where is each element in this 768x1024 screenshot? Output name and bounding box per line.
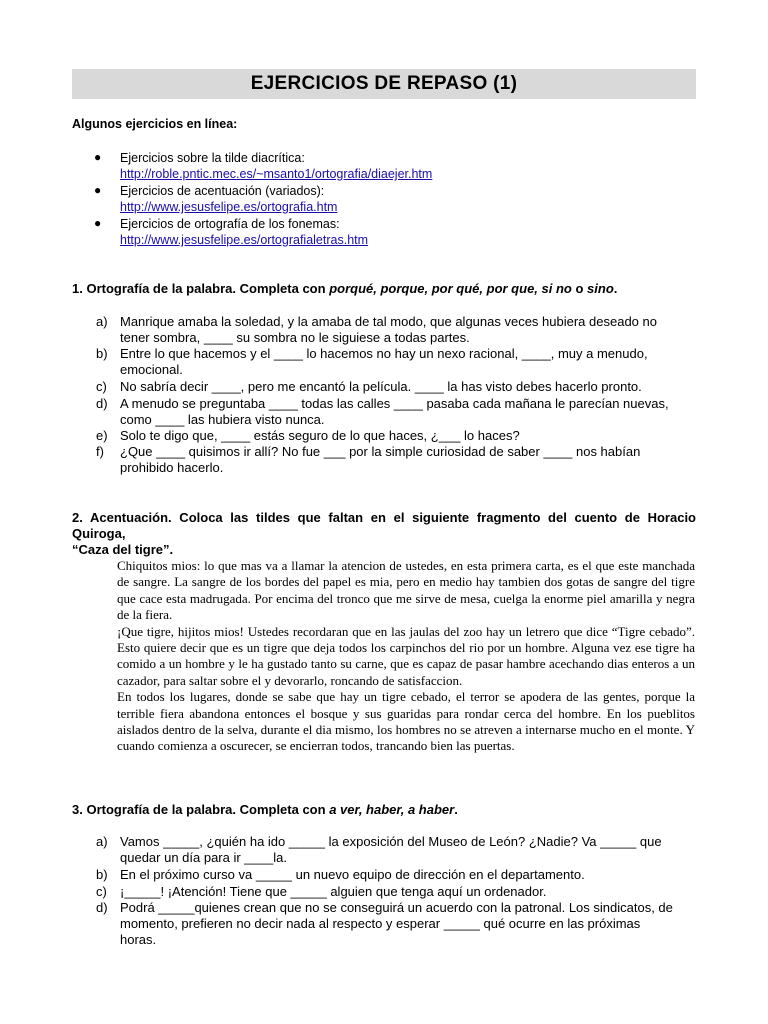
online-item-link[interactable]: http://www.jesusfelipe.es/ortografialetras.htm [120,233,369,247]
item-line: A menudo se preguntaba ____ todas las calles ____ pasaba cada mañana le parecían nuevas, [120,396,669,411]
item-line: prohibido hacerlo. [120,460,224,475]
item-text [120,444,696,476]
section2-heading [72,510,696,558]
item-line: quedar un día para ir ____la. [120,850,287,865]
item-label: a) [96,314,108,329]
online-item-label: Ejercicios de acentuación (variados): [120,184,325,198]
item-line: emocional. [120,362,183,377]
page-title: EJERCICIOS DE REPASO (1) [250,73,518,94]
item-label: b) [96,346,108,361]
section1-heading [72,281,696,297]
heading-text: “Caza del tigre”. [72,542,174,557]
item-label: d) [96,900,108,915]
item-line: Podrá _____quienes crean que no se conseguirá un acuerdo con la patronal. Los sindicatos, de [120,900,673,915]
story-paragraph: Chiquitos mios: lo que mas va a llamar la atencion de ustedes, en esta primera carta, es el que este manchada de sangre. La sangre de los bordes del papel es mia, pero en medio hay tambien dos gotas de sangre del tigre que cace esta madrugada. Por encima del tronco que me sirve de mesa, cuelga la enorme piel amarilla y negra de la fiera. [117,558,695,623]
heading-text: o [571,281,588,296]
item-text [120,834,696,866]
item-line: horas. [120,932,157,947]
online-item-label: Ejercicios sobre la tilde diacrítica: [120,151,305,165]
online-item-label: Ejercicios de ortografía de los fonemas: [120,217,340,231]
online-item-link[interactable]: http://roble.pntic.mec.es/~msanto1/ortografia/diaejer.htm [120,167,433,181]
bullet-icon: ● [94,183,102,197]
item-label: c) [96,379,107,394]
item-line: tener sombra, ____ su sombra no le siguiese a todas partes. [120,330,470,345]
heading-text: . [613,281,618,296]
item-label: a) [96,834,108,849]
online-item-link[interactable]: http://www.jesusfelipe.es/ortografia.htm [120,200,338,214]
item-label: e) [96,428,108,443]
item-label: d) [96,396,108,411]
item-label: b) [96,867,108,882]
item-line: Vamos _____, ¿quién ha ido _____ la exposición del Museo de León? ¿Nadie? Va _____ que [120,834,662,849]
heading-options: a ver, haber, a haber [329,802,455,817]
item-line: momento, prefieren no decir nada al respecto y esperar _____ qué ocurre en las próximas [120,916,641,931]
item-text [120,346,696,378]
section3-heading [72,802,696,818]
heading-options: porqué, porque, por qué, por que, si no [329,281,572,296]
item-text: Solo te digo que, ____ estás seguro de lo que haces, ¿___ lo haces? [120,428,520,443]
bullet-icon: ● [94,216,102,230]
item-text [120,396,696,428]
story-paragraph: ¡Que tigre, hijitos mios! Ustedes recordaran que en las jaulas del zoo hay un letrero que dice “Tigre cebado”. Esto quiere decir que es un tigre que deja todos los carpinchos del rio por un hombre. Alguna vez ese tigre ha comido a un hombre y le ha gustado tanto su carne, que es capaz de pasar hambre acechando dias enteros a un cazador, para saltar sobre el y devorarlo, roncando de satisfaccion. [117,623,695,688]
title-banner [72,69,696,99]
item-text [120,314,696,346]
story-paragraph: En todos los lugares, donde se sabe que hay un tigre cebado, el terror se apodera de las gentes, porque la terrible fiera abandona entonces el bosque y sus guaridas para rondar cerca del hombre. En los pueblitos aislados dentro de la selva, durante el dia mismo, los hombres no se atreven a internarse mucho en el monte. Y cuando comienza a oscurecer, se encierran todos, trancando bien las puertas. [117,689,695,754]
heading-text: 3. Ortografía de la palabra. Completa con [72,802,330,817]
item-line: ¿Que ____ quisimos ir allí? No fue ___ por la simple curiosidad de saber ____ nos habían [120,444,641,459]
heading-text: 1. Ortografía de la palabra. Completa con [72,281,330,296]
heading-text: 2. Acentuación. Coloca las tildes que faltan en el siguiente fragmento del cuento de Horacio Quiroga, [72,510,696,541]
heading-text: . [454,802,458,817]
online-heading: Algunos ejercicios en línea: [72,117,238,131]
story-excerpt [117,558,695,755]
item-text: ¡_____! ¡Atención! Tiene que _____ alguien que tenga aquí un ordenador. [120,884,547,899]
item-label: c) [96,884,107,899]
item-line: como ____ las hubiera visto nunca. [120,412,325,427]
item-line: Manrique amaba la soledad, y la amaba de tal modo, que algunas veces hubiera deseado no [120,314,657,329]
item-text: No sabría decir ____, pero me encantó la película. ____ la has visto debes hacerlo pronto. [120,379,642,394]
item-text [120,900,696,948]
item-line: Entre lo que hacemos y el ____ lo hacemos no hay un nexo racional, ____, muy a menudo, [120,346,648,361]
item-label: f) [96,444,104,459]
item-text: En el próximo curso va _____ un nuevo equipo de dirección en el departamento. [120,867,585,882]
heading-options: sino [587,281,614,296]
bullet-icon: ● [94,150,102,164]
